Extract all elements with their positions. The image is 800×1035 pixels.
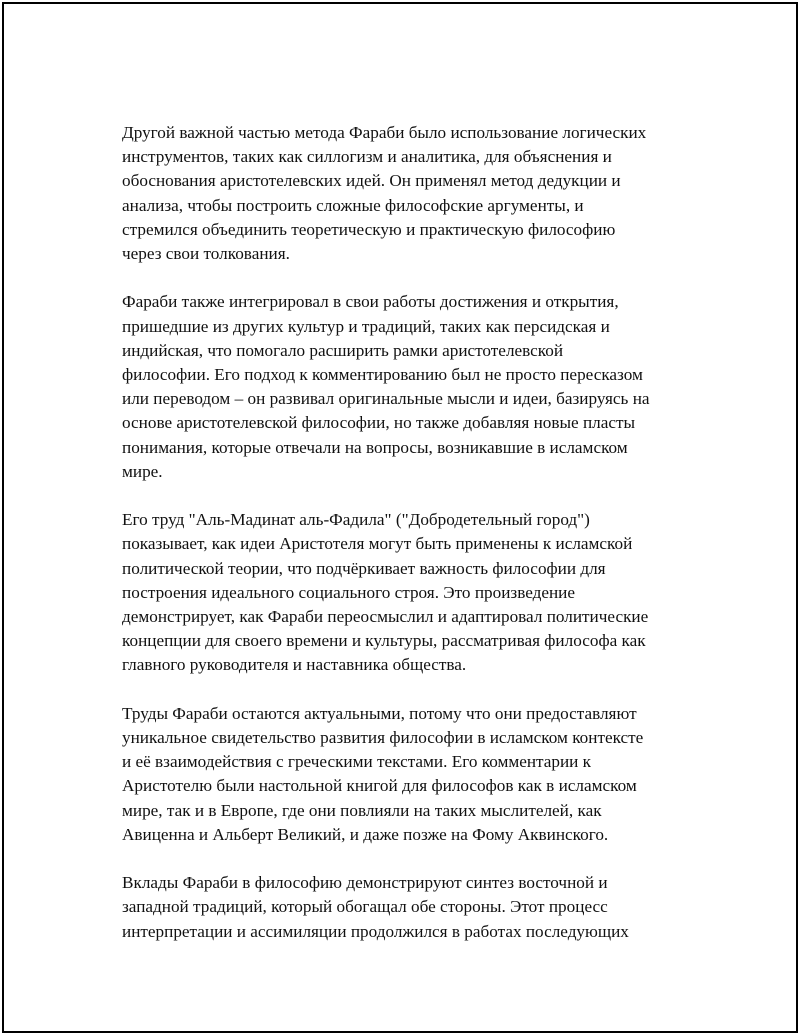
- page-frame: [2, 2, 798, 1033]
- paragraph: Его труд "Аль-Мадинат аль-Фадила" ("Добродетельный город") показывает, как идеи Аристотеля могут быть применены к исламской политической теории, что подчёркивает важность философии для построения идеального социального строя. Это произведение демонстрирует, как Фараби переосмыслил и адаптировал политические концепции для своего времени и культуры, рассматривая философа как главного руководителя и наставника общества.: [122, 510, 649, 675]
- paragraph: Другой важной частью метода Фараби было использование логических инструментов, таких как силлогизм и аналитика, для объяснения и обоснования аристотелевских идей. Он применял метод дедукции и анализа, чтобы построить сложные философские аргументы, и стремился объединить теоретическую и практическую философию через свои толкования.: [122, 123, 647, 264]
- paragraph: Фараби также интегрировал в свои работы достижения и открытия, пришедшие из других культур и традиций, таких как персидская и индийская, что помогало расширить рамки аристотелевской философии. Его подход к комментированию был не просто пересказом или переводом – он развивал оригинальные мысли и идеи, базируясь на основе аристотелевской философии, но также добавляя новые пласты понимания, которые отвечали на вопросы, возникавшие в исламском мире.: [122, 292, 650, 481]
- document-body: [122, 121, 702, 968]
- paragraph: Вклады Фараби в философию демонстрируют синтез восточной и западной традиций, который обогащал обе стороны. Этот процесс интерпретации и ассимиляции продолжился в работах последующих: [122, 873, 629, 941]
- paragraph: Труды Фараби остаются актуальными, потому что они предоставляют уникальное свидетельство развития философии в исламском контексте и её взаимодействия с греческими текстами. Его комментарии к Аристотелю были настольной книгой для философов как в исламском мире, так и в Европе, где они повлияли на таких мыслителей, как Авиценна и Альберт Великий, и даже позже на Фому Аквинского.: [122, 703, 644, 844]
